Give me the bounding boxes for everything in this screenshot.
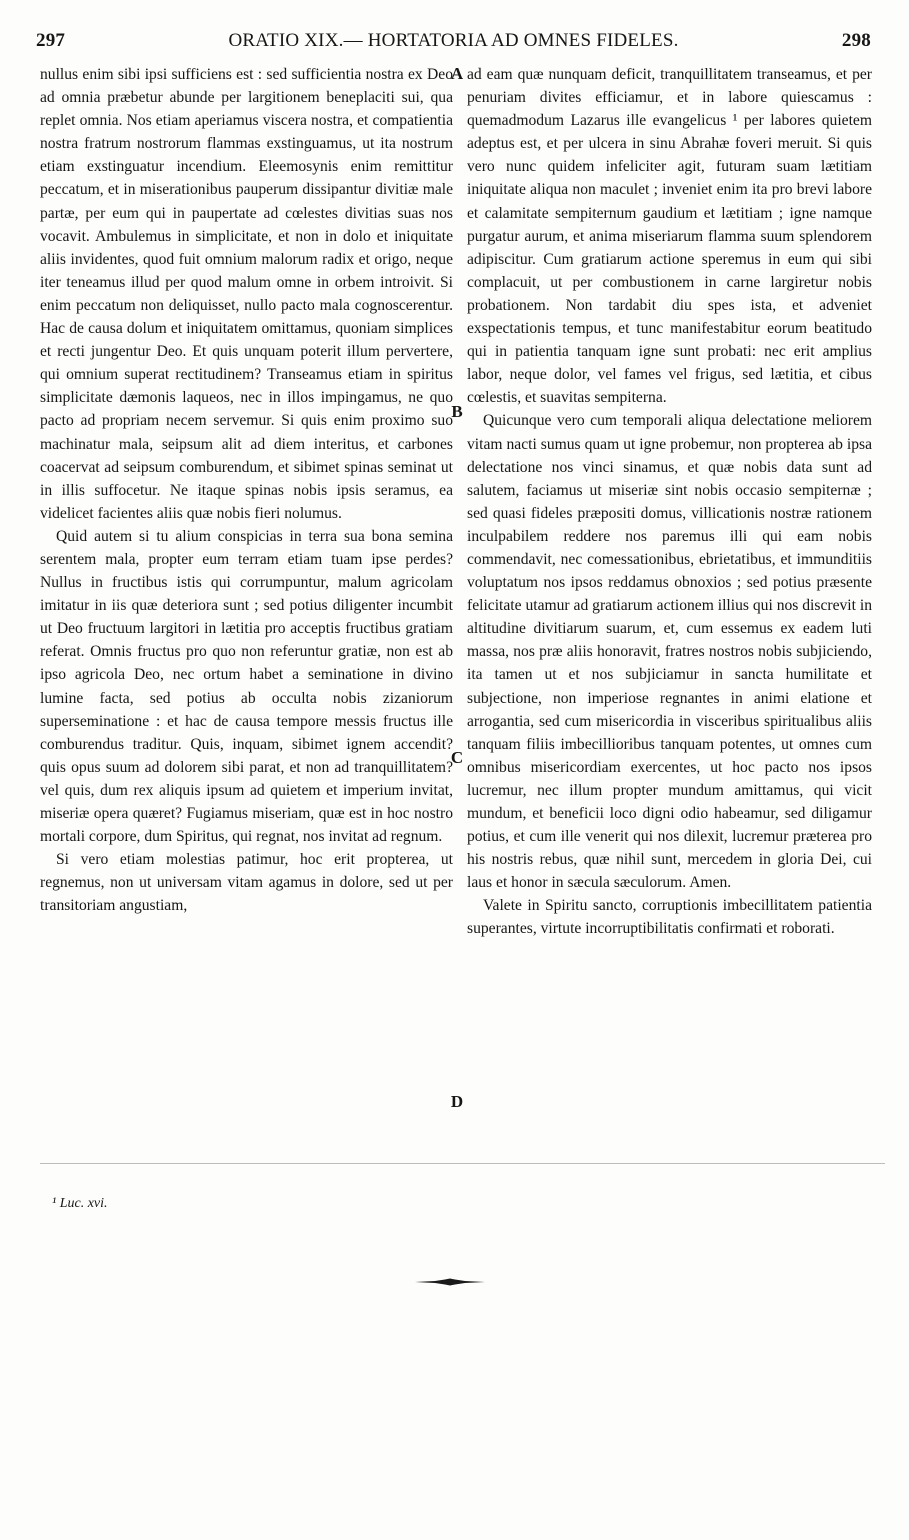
section-marker-b: B [451,402,463,421]
ornament-icon [415,1278,485,1286]
footnote: ¹ Luc. xvi. [52,1196,108,1211]
section-marker-c: C [450,748,464,767]
paragraph: Valete in Spiritu sancto, corruptionis imbecillitatem patientia superantes, virtute incorruptibilitatis confirmati et roborati. [467,897,872,938]
section-marker-a: A [450,64,464,83]
section-marker-d: D [450,1092,464,1111]
page-number-left: 297 [36,30,66,51]
running-title: ORATIO XIX.— HORTATORIA AD OMNES FIDELES. [228,30,679,51]
left-column [40,63,453,917]
page-number-right: 298 [841,30,871,51]
right-column [467,63,872,941]
footnote-rule [40,1163,885,1164]
paragraph: Quicunque vero cum temporali aliqua delectatione meliorem vitam nacti sumus quam ut igne probemur, non propterea ab ipsa delectatione nos vinci sinamus, et quæ nobis data sunt ad salutem, faciamus ut miseriæ sint nobis occasio sempiternæ ; sed quasi fideles præpositi domus, villicationis nostræ rationem inculpabilem reddere nos paremus illi qui eam nobis commendavit, nec comessationibus, ebrietatibus, et immunditiis voluptatum nos ipsos reddamus obnoxios ; sed potius præsente felicitate utamur ad gratiarum actionem illius qui nos discrevit in altitudine divitiarum suarum, et, cum essemus ex eadem luti massa, nos præ aliis honoravit, fratres nostros nobis subjiciendo, ita tamen ut et nos subjiciamur in sancta humilitate et subjectione, non imperiose regnantes in animi elatione et arrogantia, sed cum misericordia in visceribus spiritualibus aliis tanquam filiis imbecillioribus tanquam potentes, ut omnes cum omnibus misericordiam exercentes, ut hoc pacto nos ipsos lucremur, nec illum propter mundum amittamus, qui vicit mundum, et beneficii loco digni odio habeamur, sed diligamur potius, et cum ille venerit qui nos dilexit, lucremur præterea pro his nostris rebus, quæ nihil sunt, mercedem in gloria Dei, cui laus et honor in sæcula sæculorum. Amen. [467,412,872,892]
paragraph: nullus enim sibi ipsi sufficiens est : sed sufficientia nostra ex Deo ad omnia præbetur abunde per largitionem beneplaciti sui, qua replet omnia. Nos etiam aperiamus viscera nostra, et compatientia nostra fratrum nostrorum flammas exstinguamus, ut ita nostrum etiam exstinguatur incendium. Eleemosynis enim remittitur peccatum, et in miserationibus pauperum dissipantur divitiæ male partæ, per eum qui in paupertate ad cœlestes divitias suas nos vocavit. Ambulemus in simplicitate, et non in dolo et iniquitate aliis invidentes, quod fuit omnium malorum radix et origo, neque iter teneamus illud per quod malum omne in orbem introivit. Si enim peccatum non deliquisset, nullo pacto mala cognoscerentur. Hac de causa dolum et iniquitatem omittamus, quoniam simplices et recti jungentur Deo. Et quis unquam poterit illum pervertere, qui omnium superat rectitudinem? Transeamus etiam in spiritus simplicitate dæmonis laqueos, nec in illos impingamus, ne quo pacto ad propriam necem servemur. Si quis enim proximo suo machinatur mala, seipsum alit ad diem interitus, et carbones coacervat ad seipsum comburendum, et sibimet spinas seminat ut in illis suffocetur. Ne itaque spinas nobis ipsis seramus, ea videlicet facientes aliis quæ nobis fieri nolumus. [40,66,453,522]
paragraph: ad eam quæ nunquam deficit, tranquillitatem transeamus, et per penuriam divites efficiamur, et in labore quiescamus : quemadmodum Lazarus ille evangelicus ¹ per labores quietem adeptus est, et per ulcera in sinu Abrahæ foveri meruit. Si quis vero nunc quidem infeliciter agit, futuram suam lætitiam iniquitate aliqua non maculet ; inveniet enim ita pro brevi labore et calamitate sempiternum gaudium et lætitiam ; igne namque purgatur aurum, et anima miseriarum flamma suum splendorem adipiscitur. Cum gratiarum actione speremus in eum qui sibi complacuit, ut per combustionem in carne largiretur nobis probationem. Non tardabit diu spes ista, et adveniet exspectationis tempus, et tunc manifestabitur eorum beatitudo qui in patientia tanquam igne sunt probati: nec erit amplius labor, neque dolor, vel fames vel frigus, sed lætitia, et cibus cœlestis, et suavitas sempiterna. [467,66,872,407]
paragraph: Quid autem si tu alium conspicias in terra sua bona semina serentem mala, propter eum terram etiam tuam ipse perdes? Nullus in fructibus istis qui corrumpuntur, malum agricolam imitatur in iis quæ deteriora sunt ; sed potius diligenter incumbit ut Deo fructuum largitori in lætitia pro acceptis fructibus gratiam referat. Omnis fructus pro quo non referuntur gratiæ, non est ab ipso agricola Deo, nec ortum habet a seminatione in divino lumine facta, sed potius ab occulta nobis zizaniorum superseminatione : et hac de causa tempore messis fructus ille comburendus traditur. Quis, inquam, sibimet ignem accendit? quis opus suum ad dolorem sibi parat, et non ad tranquillitatem? vel quis, dum rex aliquis ipsum ad quietem et imperium invitat, miseriæ opera quæret? Fugiamus miseriam, quæ est in hoc nostro mortali corpore, dum Spiritus, qui regnat, nos invitat ad regnum. [40,527,453,846]
paragraph: Si vero etiam molestias patimur, hoc erit propterea, ut regnemus, non ut universam vitam agamus in dolore, sed ut per transitoriam angustiam, [40,851,453,915]
running-head [36,30,871,60]
